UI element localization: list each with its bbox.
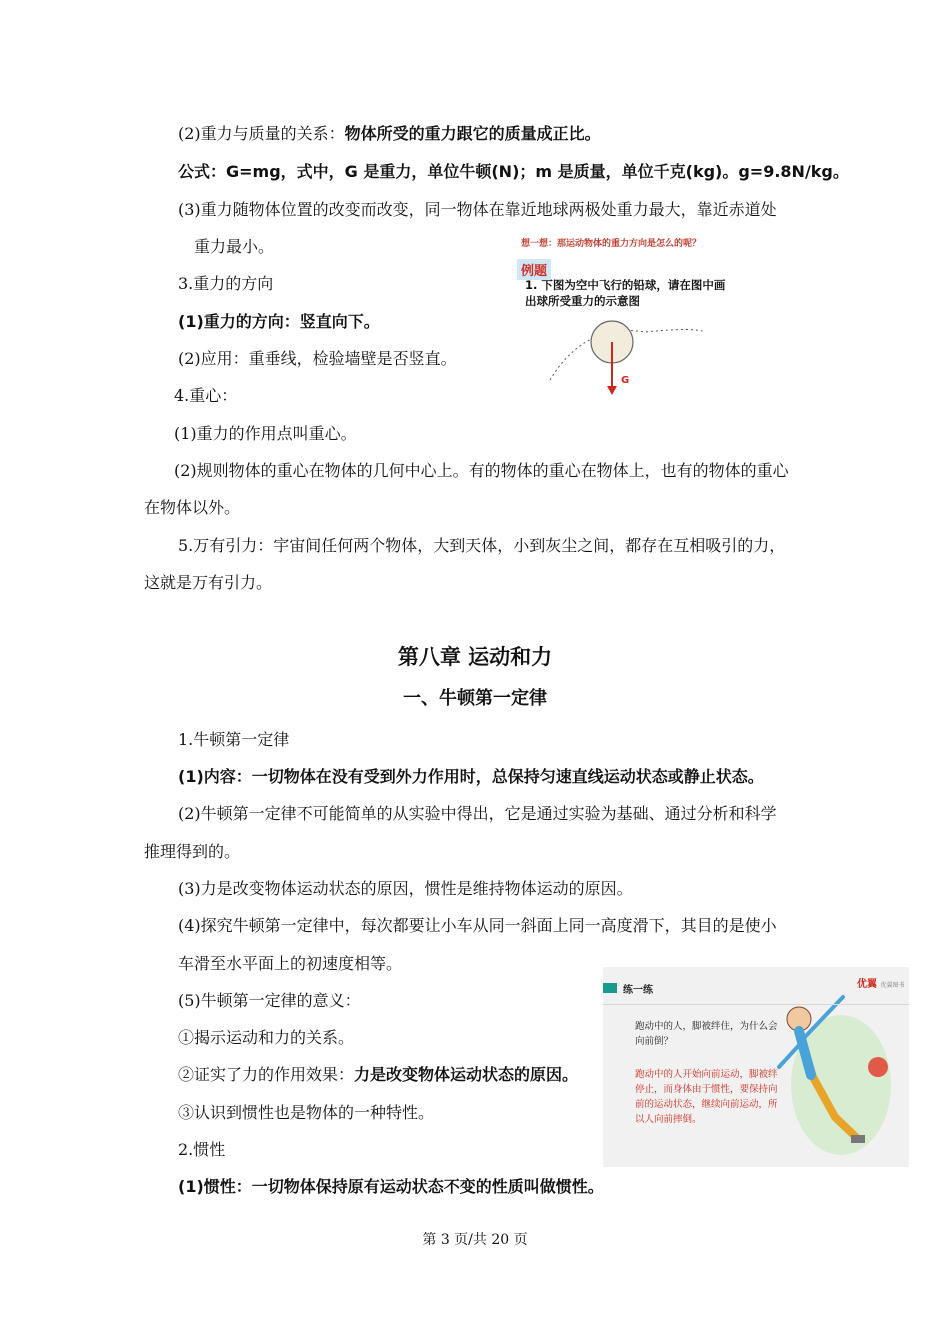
text-line: (2)规则物体的重心在物体的几何中心上。有的物体的重心在物体上，也有的物体的重心 bbox=[174, 461, 789, 480]
divider bbox=[603, 1004, 909, 1005]
text-line: (2)牛顿第一定律不可能简单的从实验中得出，它是通过实验为基础、通过分析和科学 bbox=[178, 804, 777, 823]
foot-obstacle bbox=[851, 1135, 865, 1143]
formula-line: 公式：G=mg，式中，G 是重力，单位牛顿(N)；m 是质量，单位千克(kg)。g=9.8N/kg。 bbox=[178, 162, 849, 181]
figure-question: 想一想：那运动物体的重力方向是怎么的呢？ bbox=[521, 239, 702, 249]
text-line: 2.惯性 bbox=[178, 1140, 226, 1159]
text-line: ③认识到惯性也是物体的一种特性。 bbox=[178, 1103, 435, 1122]
text-plain: (2)重力与质量的关系： bbox=[178, 124, 345, 143]
text-line: (5)牛顿第一定律的意义： bbox=[178, 991, 361, 1010]
text-bold: 物体所受的重力跟它的质量成正比。 bbox=[344, 124, 601, 143]
shot-put-diagram bbox=[515, 232, 755, 402]
example-tag: 例题 bbox=[517, 259, 551, 280]
section-title: 一、牛顿第一定律 bbox=[403, 688, 547, 709]
text-line: 这就是万有引力。 bbox=[144, 573, 273, 592]
shot-put-figure bbox=[515, 232, 755, 402]
text-bold: 力是改变物体运动状态的原因。 bbox=[354, 1065, 579, 1084]
logo-sub: 优翼图书 bbox=[880, 982, 905, 989]
red-circle bbox=[868, 1057, 888, 1077]
practice-question: 跑动中的人，脚被绊住，为什么会向前倒？ bbox=[635, 1021, 778, 1047]
text-line: ①揭示运动和力的关系。 bbox=[178, 1028, 355, 1047]
text-line: (3)重力随物体位置的改变而改变，同一物体在靠近地球两极处重力最大，靠近赤道处 bbox=[178, 200, 777, 219]
text-line: 车滑至水平面上的初速度相等。 bbox=[178, 954, 403, 973]
text-line: 重力最小。 bbox=[194, 237, 275, 256]
text-line: (3)力是改变物体运动状态的原因，惯性是维持物体运动的原因。 bbox=[178, 879, 633, 898]
practice-title: 练一练 bbox=[623, 985, 653, 996]
figure-text: 出球所受重力的示意图 bbox=[525, 294, 640, 308]
text-line: (4)探究牛顿第一定律中，每次都要让小车从同一斜面上同一高度滑下，其目的是使小 bbox=[178, 916, 777, 935]
title-bar-accent bbox=[603, 983, 617, 993]
text-line: 5.万有引力：宇宙间任何两个物体，大到天体，小到灰尘之间，都存在互相吸引的力， bbox=[178, 536, 786, 555]
practice-figure bbox=[603, 967, 909, 1167]
publisher-logo bbox=[857, 975, 905, 990]
figure-text: 1. 下图为空中飞行的铅球，请在图中画 bbox=[525, 278, 726, 292]
text-line: 3.重力的方向 bbox=[178, 274, 274, 293]
text-plain: ②证实了力的作用效果： bbox=[178, 1065, 355, 1084]
text-line: 在物体以外。 bbox=[144, 498, 241, 517]
page-footer: 第 3 页/共 20 页 bbox=[422, 1232, 528, 1248]
practice-answer: 跑动中的人开始向前运动，脚被绊停止，而身体由于惯性，要保持向前的运动状态，继续向前运动，所以人向前摔倒。 bbox=[635, 1069, 778, 1125]
text-line-bold: (1)惯性：一切物体保持原有运动状态不变的性质叫做惯性。 bbox=[178, 1177, 604, 1196]
text-line bbox=[178, 1064, 578, 1086]
text-line: (2)应用：重垂线，检验墙壁是否竖直。 bbox=[178, 349, 457, 368]
text-line: 4.重心： bbox=[174, 386, 238, 405]
force-label: G bbox=[621, 375, 630, 386]
text-line: 1.牛顿第一定律 bbox=[178, 730, 290, 749]
logo-text: 优翼 bbox=[857, 979, 877, 990]
text-line-bold: (1)内容：一切物体在没有受到外力作用时，总保持匀速直线运动状态或静止状态。 bbox=[178, 767, 764, 786]
text-line: 推理得到的。 bbox=[144, 842, 241, 861]
gravity-arrow-head bbox=[607, 386, 617, 395]
text-line: (1)重力的作用点叫重心。 bbox=[174, 424, 357, 443]
chapter-title: 第八章 运动和力 bbox=[397, 645, 553, 669]
text-line-bold: (1)重力的方向：竖直向下。 bbox=[178, 312, 380, 331]
text-line bbox=[178, 123, 601, 145]
